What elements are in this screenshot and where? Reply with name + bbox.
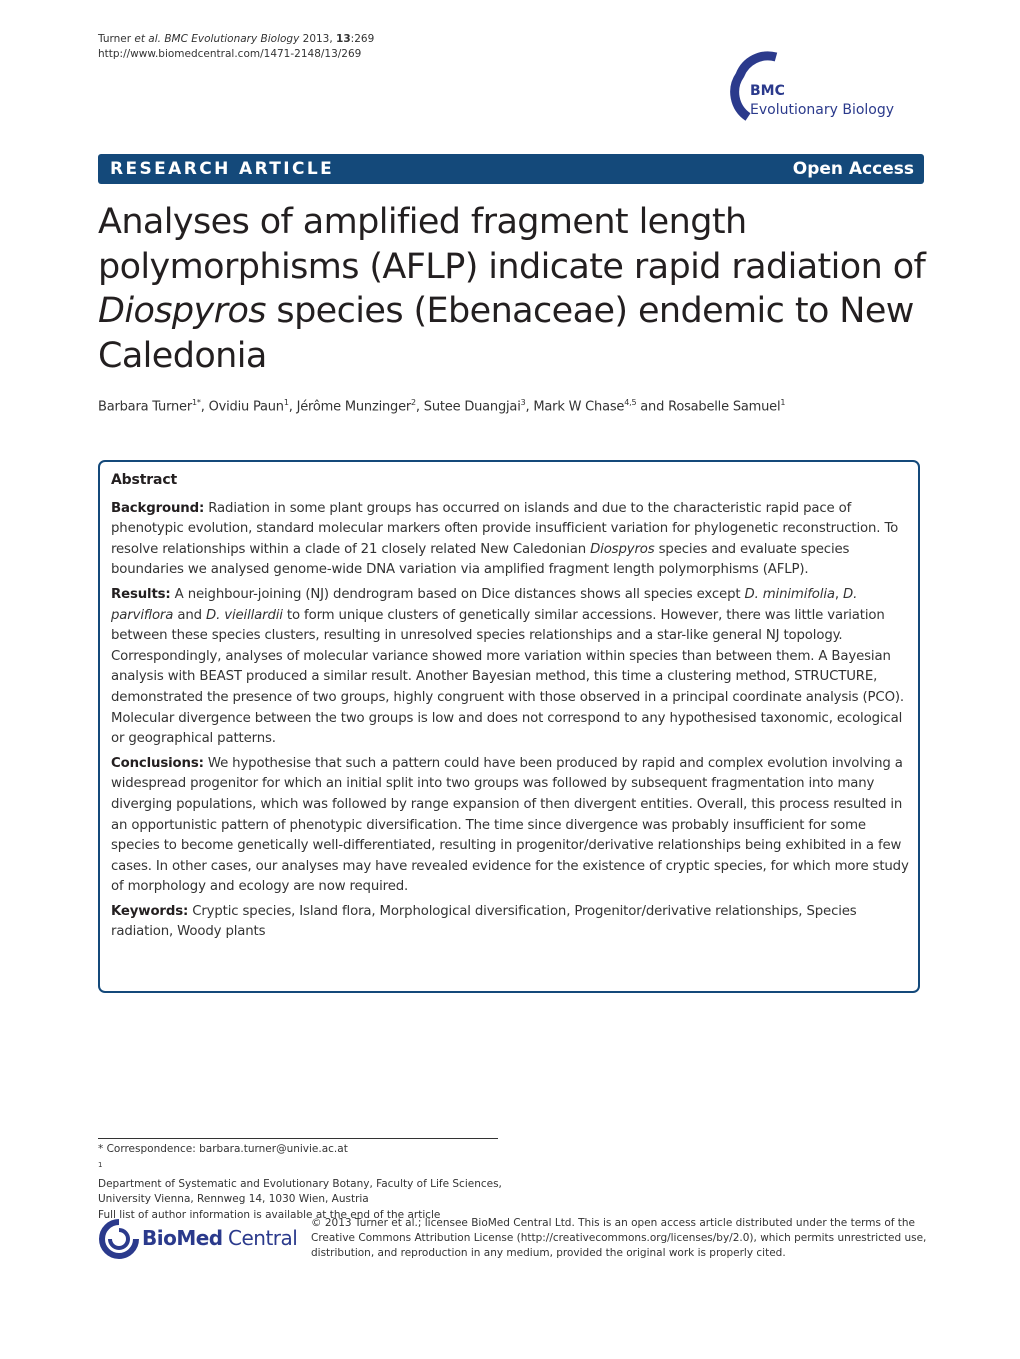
article-type-label: RESEARCH ARTICLE: [110, 159, 335, 179]
author-name[interactable]: Rosabelle Samuel: [668, 399, 781, 415]
affiliation-address: University Vienna, Rennweg 14, 1030 Wien, Austria: [98, 1193, 369, 1205]
full-author-info-note: Full list of author information is available at the end of the article: [98, 1208, 441, 1221]
abstract-keywords: Keywords: Cryptic species, Island flora, Morphological diversification, Progenitor/derivative relationships, Species radiation, Woody plants: [111, 903, 857, 940]
article-type-banner: [98, 154, 924, 184]
abstract-content: [111, 470, 911, 947]
footnote-divider: [98, 1138, 498, 1139]
correspondence-email[interactable]: * Correspondence: barbara.turner@univie.ac.at: [98, 1143, 348, 1155]
citation-line: Turner et al. BMC Evolutionary Biology 2013, 13:269: [98, 33, 375, 45]
license-text: © 2013 Turner et al.; licensee BioMed Central Ltd. This is an open access article distributed under the terms of the Creative Commons Attribution License (http://creativecommons.org/licenses/by/2.0), which permits unrestricted use, distribution, and reproduction in any medium, provided the original work is properly cited.: [311, 1217, 927, 1259]
author-name[interactable]: Jérôme Munzinger: [296, 399, 412, 415]
publisher-logo-central: Central: [228, 1226, 298, 1250]
author-name[interactable]: Ovidiu Paun: [208, 399, 284, 415]
abstract-results: Results: A neighbour-joining (NJ) dendrogram based on Dice distances shows all species except D. minimifolia, D. parviflora and D. vieillardii to form unique clusters of genetically similar accessions. However, there was little variation between these species clusters, resulting in unresolved species relationships and a star-like general NJ topology. Correspondingly, analyses of molecular variance showed more variation within species than between them. A Bayesian analysis with BEAST produced a similar result. Another Bayesian method, this time a clustering method, STRUCTURE, demonstrated the presence of two groups, highly congruent with those observed in a principal coordinate analysis (PCO). Molecular divergence between the two groups is low and does not correspond to any hypothesised taxonomic, ecological or geographical patterns.: [111, 586, 904, 747]
abstract-box: [98, 460, 920, 993]
open-access-label: Open Access: [792, 159, 914, 179]
publisher-logo-biomed: BioMed: [142, 1226, 223, 1250]
publisher-logo: [98, 1218, 298, 1260]
journal-logo-name: Evolutionary Biology: [750, 102, 895, 118]
journal-logo: [720, 45, 950, 135]
abstract-background: Background: Radiation in some plant groups has occurred on islands and due to the characteristic rapid pace of phenotypic evolution, standard molecular markers often provide insufficient variation for phylogenetic reconstruction. To resolve relationships within a clade of 21 closely related New Caledonian Diospyros species and evaluate species boundaries we analysed genome-wide DNA variation via amplified fragment length polymorphisms (AFLP).: [111, 500, 899, 578]
publisher-logo-swirl-icon: [98, 1218, 140, 1260]
affiliation: $^1$ Department of Systematic and Evolutionary Botany, Faculty of Life Sciences,: [98, 1160, 502, 1190]
article-title: Analyses of amplified fragment length polymorphisms (AFLP) indicate rapid radiation of Diospyros species (Ebenaceae) endemic to New Caledonia: [98, 202, 926, 376]
author-list: Barbara Turner$^{1*}$, Ovidiu Paun$^1$, Jérôme Munzinger$^2$, Sutee Duangjai$^3$, Mark W Chase$^{4,5}$ and Rosabelle Samuel$^1$: [98, 398, 786, 415]
abstract-conclusions: Conclusions: We hypothesise that such a pattern could have been produced by rapid and complex evolution involving a widespread progenitor for which an initial split into two groups was followed by subsequent fragmentation into many diverging populations, which was followed by range expansion of then divergent entities. Overall, this process resulted in an opportunistic pattern of phenotypic diversification. The time since divergence was probably insufficient for some species to become genetically well-differentiated, resulting in progenitor/derivative relationships being exhibited in a few cases. In other cases, our analyses may have revealed evidence for the existence of cryptic species, for which more study of morphology and ecology are now required.: [111, 755, 909, 895]
author-name[interactable]: Barbara Turner: [98, 399, 192, 415]
abstract-heading: Abstract: [111, 472, 178, 488]
citation-header: [98, 32, 374, 62]
journal-logo-bmc: BMC: [750, 83, 785, 99]
article-url-link[interactable]: http://www.biomedcentral.com/1471-2148/13/269: [98, 48, 362, 60]
author-name[interactable]: Sutee Duangjai: [423, 399, 521, 415]
author-name[interactable]: Mark W Chase: [533, 399, 625, 415]
footnotes: [98, 1142, 502, 1223]
